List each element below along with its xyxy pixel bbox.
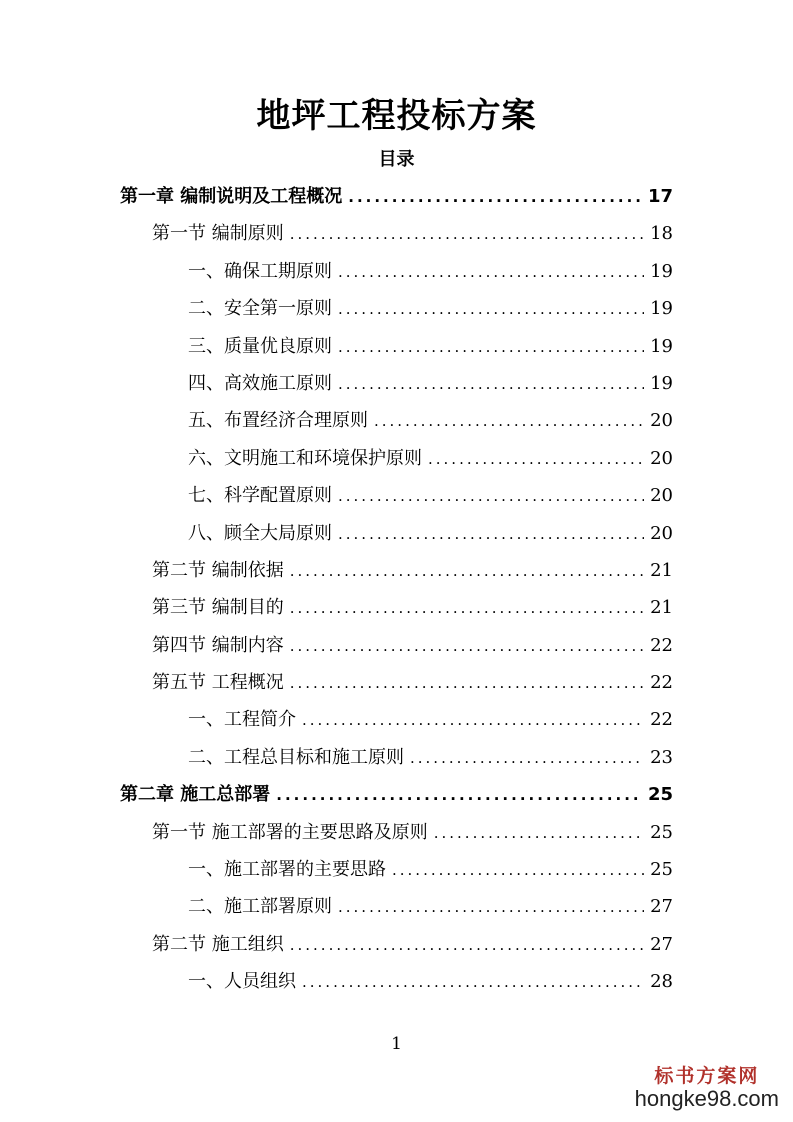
toc-entry-page: 28 bbox=[650, 971, 673, 993]
toc-section-entry[interactable] bbox=[120, 552, 673, 589]
toc-entry-page: 19 bbox=[650, 335, 673, 357]
toc-section-entry[interactable] bbox=[120, 627, 673, 664]
toc-entry-label: 第一节 编制原则 bbox=[152, 223, 284, 245]
toc-chapter-entry[interactable] bbox=[120, 776, 673, 813]
toc-entry-page: 20 bbox=[650, 522, 673, 544]
toc-subsection-entry[interactable] bbox=[120, 888, 673, 925]
toc-subsection-entry[interactable] bbox=[120, 440, 673, 477]
toc-leader-dots bbox=[338, 516, 644, 553]
toc-subsection-entry[interactable] bbox=[120, 328, 673, 365]
toc-entry-page: 17 bbox=[647, 186, 673, 207]
toc-leader-dots bbox=[338, 478, 644, 515]
watermark-logo bbox=[635, 1061, 779, 1112]
toc-entry-label: 二、工程总目标和施工原则 bbox=[188, 746, 404, 768]
document-title: 地坪工程投标方案 bbox=[256, 96, 537, 136]
toc-leader-dots bbox=[302, 964, 644, 1001]
toc-entry-label: 第二章 施工总部署 bbox=[120, 784, 271, 806]
toc-entry-label: 二、施工部署原则 bbox=[188, 896, 332, 918]
toc-entry-label: 二、安全第一原则 bbox=[188, 298, 332, 320]
toc-entry-page: 20 bbox=[650, 485, 673, 507]
watermark-name: 标书方案网 bbox=[654, 1065, 760, 1087]
toc-entry-page: 18 bbox=[650, 223, 673, 245]
toc-entry-label: 一、施工部署的主要思路 bbox=[188, 859, 386, 881]
toc-entry-page: 25 bbox=[647, 784, 673, 806]
toc-entry-page: 23 bbox=[650, 746, 673, 768]
toc-entry-label: 七、科学配置原则 bbox=[188, 485, 332, 507]
toc-leader-dots bbox=[290, 553, 644, 590]
toc-entry-page: 19 bbox=[650, 260, 673, 282]
toc-leader-dots bbox=[338, 254, 644, 291]
toc-leader-dots bbox=[348, 179, 642, 216]
toc-leader-dots bbox=[290, 665, 644, 702]
toc-entry-label: 一、工程简介 bbox=[188, 709, 296, 731]
toc-subsection-entry[interactable] bbox=[120, 963, 673, 1000]
toc-entry-label: 六、文明施工和环境保护原则 bbox=[188, 447, 422, 469]
toc-entry-page: 27 bbox=[650, 933, 673, 955]
toc-entry-label: 第二节 施工组织 bbox=[152, 933, 284, 955]
toc-subsection-entry[interactable] bbox=[120, 739, 673, 776]
toc-entry-page: 25 bbox=[650, 821, 673, 843]
toc-leader-dots bbox=[290, 590, 644, 627]
toc-subsection-entry[interactable] bbox=[120, 851, 673, 888]
toc-entry-label: 第一节 施工部署的主要思路及原则 bbox=[152, 821, 428, 843]
toc-entry-page: 22 bbox=[650, 709, 673, 731]
toc-leader-dots bbox=[410, 740, 644, 777]
toc-subsection-entry[interactable] bbox=[120, 701, 673, 738]
page-number: 1 bbox=[391, 1034, 402, 1054]
toc-leader-dots bbox=[374, 403, 644, 440]
toc-entry-page: 22 bbox=[650, 672, 673, 694]
toc-leader-dots bbox=[338, 889, 644, 926]
toc-leader-dots bbox=[428, 441, 644, 478]
watermark-url: hongke98.com bbox=[634, 1086, 779, 1111]
toc-subsection-entry[interactable] bbox=[120, 290, 673, 327]
toc-entry-label: 第四节 编制内容 bbox=[152, 634, 284, 656]
toc-entry-label: 第五节 工程概况 bbox=[152, 672, 284, 694]
toc-entry-label: 一、确保工期原则 bbox=[188, 260, 332, 282]
toc-subsection-entry[interactable] bbox=[120, 477, 673, 514]
toc-subsection-entry[interactable] bbox=[120, 402, 673, 439]
toc-section-entry[interactable] bbox=[120, 664, 673, 701]
toc-entry-label: 五、布置经济合理原则 bbox=[188, 410, 368, 432]
toc-section-entry[interactable] bbox=[120, 926, 673, 963]
toc-section-entry[interactable] bbox=[120, 814, 673, 851]
table-of-contents bbox=[120, 178, 673, 1001]
toc-entry-page: 19 bbox=[650, 372, 673, 394]
toc-entry-label: 三、质量优良原则 bbox=[188, 335, 332, 357]
toc-entry-page: 20 bbox=[650, 447, 673, 469]
toc-leader-dots bbox=[290, 216, 644, 253]
toc-leader-dots bbox=[276, 777, 642, 814]
toc-entry-page: 22 bbox=[650, 634, 673, 656]
toc-entry-label: 八、顾全大局原则 bbox=[188, 522, 332, 544]
toc-entry-page: 21 bbox=[650, 559, 673, 581]
toc-leader-dots bbox=[302, 702, 644, 739]
toc-entry-page: 25 bbox=[650, 859, 673, 881]
toc-heading: 目录 bbox=[378, 149, 415, 170]
toc-leader-dots bbox=[290, 628, 644, 665]
toc-entry-label: 第二节 编制依据 bbox=[152, 559, 284, 581]
toc-entry-label: 第一章 编制说明及工程概况 bbox=[120, 186, 343, 207]
toc-entry-page: 27 bbox=[650, 896, 673, 918]
toc-leader-dots bbox=[338, 329, 644, 366]
toc-subsection-entry[interactable] bbox=[120, 515, 673, 552]
toc-entry-label: 第三节 编制目的 bbox=[152, 597, 284, 619]
toc-chapter-entry[interactable] bbox=[120, 178, 673, 215]
toc-subsection-entry[interactable] bbox=[120, 253, 673, 290]
toc-entry-page: 20 bbox=[650, 410, 673, 432]
toc-entry-page: 21 bbox=[650, 597, 673, 619]
toc-subsection-entry[interactable] bbox=[120, 365, 673, 402]
toc-leader-dots bbox=[392, 852, 644, 889]
toc-leader-dots bbox=[338, 366, 644, 403]
toc-leader-dots bbox=[434, 815, 644, 852]
toc-entry-label: 一、人员组织 bbox=[188, 971, 296, 993]
toc-section-entry[interactable] bbox=[120, 215, 673, 252]
toc-entry-page: 19 bbox=[650, 298, 673, 320]
toc-leader-dots bbox=[290, 927, 644, 964]
toc-section-entry[interactable] bbox=[120, 589, 673, 626]
toc-leader-dots bbox=[338, 291, 644, 328]
toc-entry-label: 四、高效施工原则 bbox=[188, 372, 332, 394]
